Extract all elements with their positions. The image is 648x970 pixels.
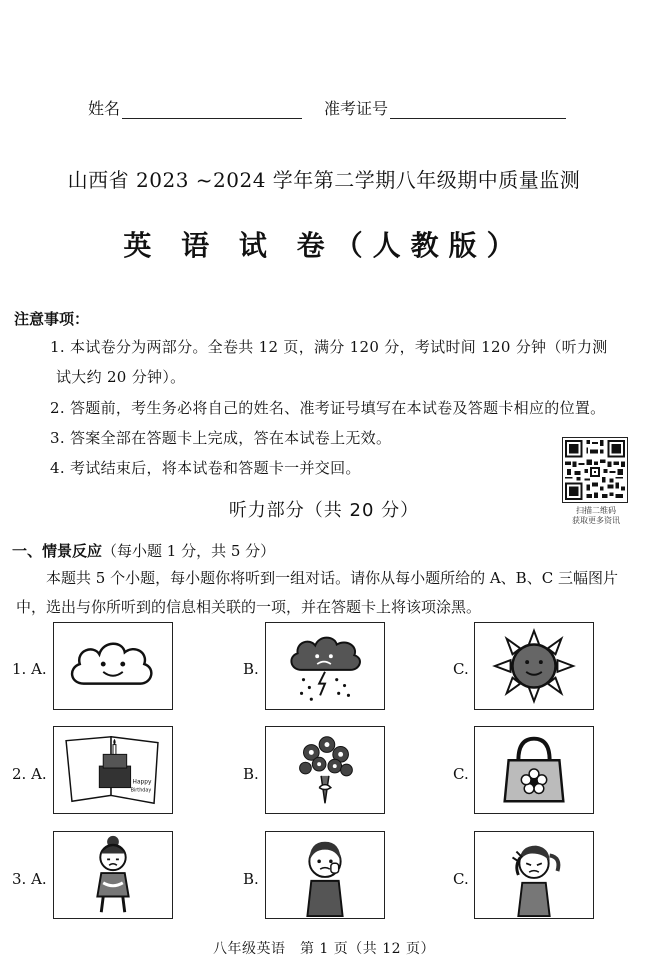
subject-title: 英 语 试 卷（人教版） <box>123 229 525 262</box>
flower-bouquet-icon[interactable] <box>265 726 385 814</box>
birthday-card-icon[interactable] <box>53 726 173 814</box>
id-label: 准考证号 <box>324 99 389 118</box>
qr-code-icon <box>562 437 628 503</box>
q3-a-label: 3. A. <box>12 870 47 888</box>
id-blank <box>390 101 566 119</box>
part1-heading: 一、情景反应（每小题 1 分，共 5 分） <box>12 542 276 560</box>
part1-intro: 本题共 5 个小题，每小题你将听到一组对话。请你从每小题所给的 A、B、C 三幅图片中，选出与你所听到的信息相关联的一项，并在答题卡上将该项涂黑。 <box>16 569 618 616</box>
page-footer: 八年级英语 第 1 页（共 12 页） <box>212 941 436 957</box>
exam-title: 山西省 2023 ~2024 学年第二学期八年级期中质量监测 <box>67 168 581 192</box>
notice-item-2: 2. 答题前，考生务必将自己的姓名、准考证号填写在本试卷及答题卡相应的位置。 <box>50 399 606 417</box>
qr-caption: 扫描二维码 获取更多资讯 <box>572 506 620 525</box>
notice-item-3: 3. 答案全部在答题卡上完成，答在本试卷上无效。 <box>50 429 392 447</box>
girl-headache-icon[interactable] <box>474 831 594 919</box>
name-label: 姓名 <box>88 99 121 118</box>
svg-text:Happy: Happy <box>132 779 152 786</box>
q1-c-label: C. <box>453 660 469 678</box>
cloud-icon[interactable] <box>53 622 173 710</box>
notice-heading: 注意事项： <box>14 310 90 328</box>
q2-c-label: C. <box>453 765 469 783</box>
q2-a-label: 2. A. <box>12 765 47 783</box>
name-blank <box>122 101 302 119</box>
notice-item-1-cont: 试大约 20 分钟）。 <box>56 368 186 386</box>
q1-b-label: B. <box>243 660 259 678</box>
svg-text:Birthday: Birthday <box>130 787 152 794</box>
q2-b-label: B. <box>243 765 259 783</box>
section-title: 听力部分（共 20 分） <box>228 500 420 521</box>
girl-toothache-icon[interactable] <box>265 831 385 919</box>
sun-icon[interactable] <box>474 622 594 710</box>
notice-item-1: 1. 本试卷分为两部分。全卷共 12 页，满分 120 分，考试时间 120 分钟（听力测 <box>50 338 608 356</box>
q1-a-label: 1. A. <box>12 660 47 678</box>
storm-cloud-icon[interactable] <box>265 622 385 710</box>
q3-b-label: B. <box>243 870 259 888</box>
notice-item-4: 4. 考试结束后，将本试卷和答题卡一并交回。 <box>50 459 361 477</box>
q3-c-label: C. <box>453 870 469 888</box>
candidate-info-line <box>88 96 566 119</box>
girl-stomachache-icon[interactable] <box>53 831 173 919</box>
handbag-icon[interactable] <box>474 726 594 814</box>
